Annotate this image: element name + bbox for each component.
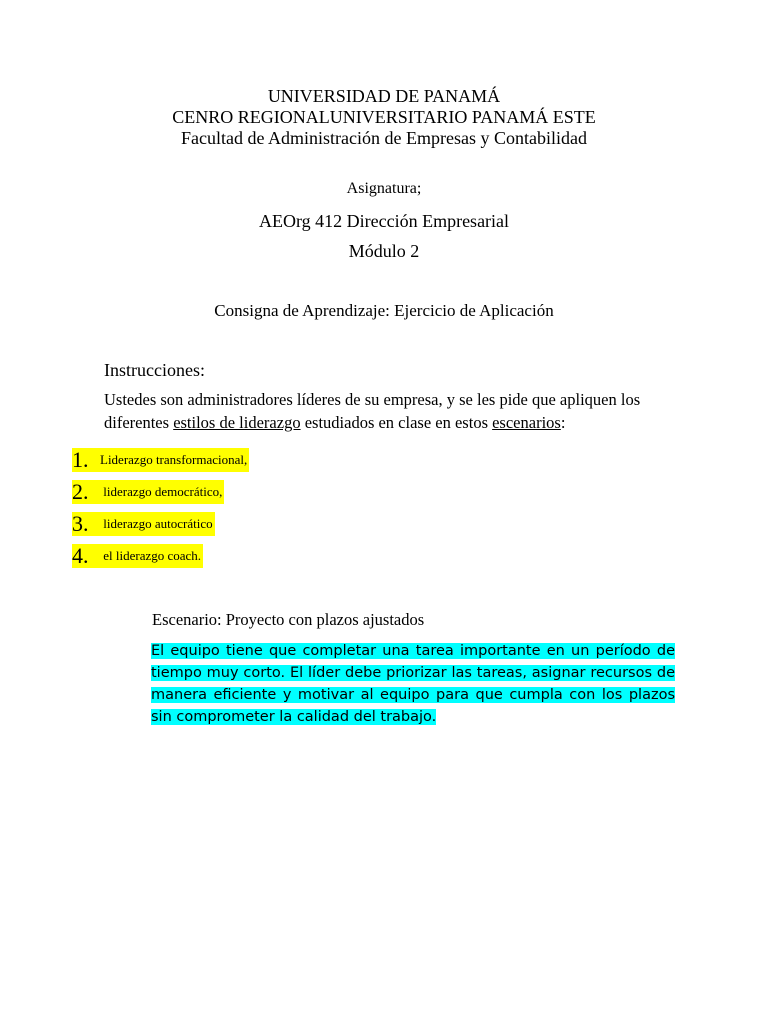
scenario-description (151, 640, 675, 728)
item-label: Liderazgo transformacional, (100, 452, 248, 467)
item-number: 2. (72, 479, 89, 504)
module-label: Módulo 2 (348, 241, 420, 261)
list-item (72, 508, 249, 540)
highlighted-item (72, 448, 249, 472)
item-label: liderazgo democrático, (100, 484, 223, 499)
subject-label: Asignatura; (346, 180, 422, 197)
document-header (0, 86, 768, 149)
regional-center-name: CENRO REGIONALUNIVERSITARIO PANAMÁ ESTE (172, 107, 596, 127)
scenarios-term: escenarios (492, 413, 561, 432)
leadership-styles-term: estilos de liderazgo (173, 413, 301, 432)
item-number: 3. (72, 511, 89, 536)
scenario-title: Escenario: Proyecto con plazos ajustados (152, 610, 425, 629)
instructions-text-part-2: estudiados en clase en estos (300, 413, 493, 432)
item-label: liderazgo autocrático (100, 516, 213, 531)
list-item (72, 444, 249, 476)
item-label: el liderazgo coach. (100, 548, 202, 563)
item-number: 1. (72, 447, 89, 472)
highlighted-item (72, 544, 203, 568)
leadership-styles-list (72, 444, 249, 572)
instructions-title: Instrucciones: (104, 360, 205, 380)
instructions-text-part-1: Ustedes son administradores líderes de su empresa, y se les pide que apliquen los diferentes (104, 390, 641, 432)
course-name: AEOrg 412 Dirección Empresarial (258, 211, 510, 231)
item-number: 4. (72, 543, 89, 568)
scenario-description-text: El equipo tiene que completar una tarea importante en un período de tiempo muy corto. El líder debe priorizar las tareas, asignar recursos de manera eficiente y motivar al equipo para que cumpla con los plazos sin comprometer la calidad del trabajo. (151, 643, 675, 725)
instructions-text (104, 388, 664, 434)
university-name: UNIVERSIDAD DE PANAMÁ (267, 86, 501, 106)
list-item (72, 540, 249, 572)
highlighted-item (72, 512, 215, 536)
assignment-title: Consigna de Aprendizaje: Ejercicio de Aplicación (214, 301, 554, 320)
instructions-text-part-3: : (560, 413, 566, 432)
highlighted-item (72, 480, 224, 504)
faculty-name: Facultad de Administración de Empresas y Contabilidad (181, 128, 587, 148)
list-item (72, 476, 249, 508)
